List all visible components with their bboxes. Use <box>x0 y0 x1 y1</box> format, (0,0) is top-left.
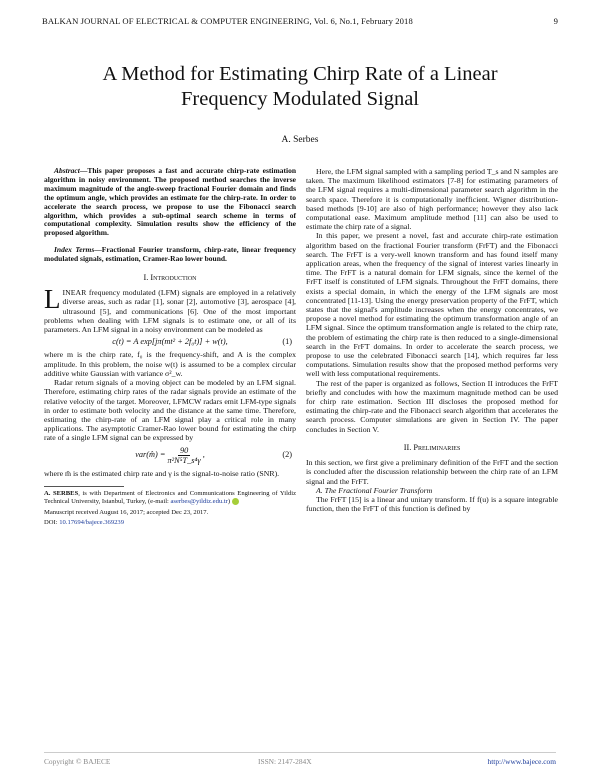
orcid-icon[interactable] <box>232 498 239 505</box>
author-email-link[interactable]: aserbes@yildiz.edu.tr <box>170 497 228 505</box>
manuscript-dates: Manuscript received August 16, 2017; accepted Dec 23, 2017. <box>44 508 209 516</box>
index-terms-text: —Fractional Fourier transform, chirp-rate, linear frequency modulated signals, estimation, Cramer-Rao lower bound. <box>44 245 297 264</box>
paper-title <box>40 62 560 112</box>
paragraph-organization: The rest of the paper is organized as follows, Section II introduces the FrFT briefly and concludes with how the maximum magnitude method can be used for chirp rate estimation. Section III discloses the proposed method for estimating the chirp-rate and the Fibonacci search algorithm that accelerates the search process. Computer simulations are given in Section IV. The paper concludes in Section V. <box>306 378 558 434</box>
abstract-label: Abstract <box>54 166 80 175</box>
section-heading-preliminaries: II. Preliminaries <box>403 442 461 452</box>
equation-2-tail: , <box>202 450 205 460</box>
doi-link[interactable]: 10.17694/bajece.369239 <box>59 519 125 527</box>
footer-rule <box>44 752 556 753</box>
paragraph-sampling: Here, the LFM signal sampled with a sampling period T_s and N samples are taken. The maximum likelihood estimators [7-8] for estimating parameters of the LFM signal requires a multi-dimensional parameter search algorithm in the search space. Therefore it is computationally inefficient. Wigner distribution-based methods [9-10] are also of high performance; however they also lack computational ease. Maximum amplitude method [11] can also be used to estimate the chirp rate of a signal. <box>306 167 558 232</box>
paragraph-frft-definition: The FrFT [15] is a linear and unitary transform. If f(u) is a square integrable function, then the FrFT of this function is defined by <box>306 494 558 514</box>
intro-text: INEAR frequency modulated (LFM) signals are employed in a relatively diverse areas, such as radar [1], sonar [2], automotive [3], aerospace [4], ultrasound [5], and communications [6]. One of the most important problems when dealing with LFM signals is to estimate one, or all of its parameters. An LFM signal in a noisy environment can be modeled as <box>44 288 296 335</box>
running-header <box>42 16 558 26</box>
equation-2-numerator: 90 <box>179 445 189 455</box>
intro-paragraph <box>44 284 296 335</box>
equation-1 <box>44 337 296 346</box>
drop-cap: L <box>44 284 61 315</box>
subsection-heading-frft: A. The Fractional Fourier Transform <box>316 485 433 495</box>
author-affiliation <box>44 490 296 506</box>
right-column <box>306 167 558 513</box>
journal-name: BALKAN JOURNAL OF ELECTRICAL & COMPUTER ENGINEERING, Vol. 6, No.1, February 2018 <box>42 16 413 26</box>
abstract-text: —This paper proposes a fast and accurate chirp-rate estimation algorithm in noisy environment. The proposed method searches the inverse maximum magnitude of the angle-sweep fractional Fourier domain and finds the optimum angle, which provides an estimate for the chirp-rate. In order to accelerate the search process, we propose to use the Fibonacci search algorithm, which provides a sub-optimal search scheme in terms of computational complexity. Simulation results show the efficiency of the proposed algorithm. <box>44 166 296 238</box>
abstract <box>44 167 296 238</box>
title-line-2: Frequency Modulated Signal <box>181 88 419 110</box>
page-number: 9 <box>553 16 558 26</box>
equation-2-number: (2) <box>282 450 292 460</box>
title-line-1: A Method for Estimating Chirp Rate of a Linear <box>102 63 498 85</box>
footnote-rule <box>44 486 124 487</box>
equation-2-denominator: π²N⁵T_s⁴γ <box>167 455 201 465</box>
affiliation-author: A. SERBES <box>44 489 79 497</box>
affiliation-text: , is with Department of Electronics and Communications Engineering of Yildiz Technical University, Istanbul, Turkey, (e-mail: <box>44 489 296 505</box>
paragraph-novel-method: In this paper, we present a novel, fast and accurate chirp-rate estimation algorithm based on the fractional Fourier transform (FrFT) and the Fibonacci search. The FrFT is a very-well known transform and has found itself many application areas, when the frequency of the signal of interest varies linearly in time. The FrFT is a natural domain for LFM signals, since the kernel of the FrFT itself is constituted of LFM signals. Throughout the FrFT domains, there exists a special domain, in which the energy of the LFM signals are most concentrated [11-13]. Using the energy preservation property of the FrFT, which states that the signal's amplitude increases when the energy concentrates, we propose a novel method for estimating the optimum transformation angle of an LFM signal. Since the optimum transformation angle is related to the chirp rate, the problem of estimating the chirp rate is then reduced to a single-dimensional search in the FrFT domains. In order to accelerate the search process, we propose to use the celebrated Fibonacci search [14], which requires far less computations. Simulation results show that the proposed method performs very well with less computational requirements. <box>306 231 558 379</box>
section-heading-introduction: I. Introduction <box>143 273 197 283</box>
author-name: A. Serbes <box>281 135 319 145</box>
affiliation-close: ) <box>227 497 231 505</box>
doi-line <box>44 519 296 527</box>
left-column <box>44 167 296 527</box>
equation-1-body: c(t) = A exp[jπ(mt² + 2f₀t)] + w(t), <box>112 337 228 347</box>
footer-issn: ISSN: 2147-284X <box>258 757 312 766</box>
doi-label: DOI: <box>44 519 60 527</box>
paragraph-after-eq2: where m̂ is the estimated chirp rate and γ is the signal-to-noise ratio (SNR). <box>44 468 280 478</box>
footer-copyright: Copyright © BAJECE <box>44 757 111 766</box>
equation-2-lhs: var(m̂) = <box>135 450 166 460</box>
footer-url-link[interactable]: http://www.bajece.com <box>487 757 556 766</box>
paragraph-after-eq1: where m is the chirp rate, f₀ is the frequency-shift, and A is the complex amplitude. In this problem, the noise w(t) is assumed to be a complex circular additive white Gaussian with variance σ²_w. <box>44 350 296 378</box>
index-terms-label: Index Terms <box>54 245 95 255</box>
paragraph-preliminaries: In this section, we first give a preliminary definition of the FrFT and the section is concluded after the discussion relationship between the chirp rate of an LFM signal and the FrFT. <box>306 458 558 486</box>
equation-2-fraction <box>167 446 200 465</box>
paragraph-radar: Radar return signals of a moving object can be modeled by an LFM signal. Therefore, estimating chirp rates of the radar signals provide an estimate of the relative velocity of the target. Moreover, LFMCW radars emit LFM-type signals in order to estimate both velocity and the distance at the same time. Therefore, estimating the chirp-rate of an LFM signal play a critical role in many applications. The asymptotic Cramer-Rao lower bound for estimating the chirp rate of a single LFM signal can be expressed by <box>44 378 296 443</box>
index-terms <box>44 246 296 264</box>
equation-2 <box>44 446 296 465</box>
equation-1-number: (1) <box>282 337 292 347</box>
